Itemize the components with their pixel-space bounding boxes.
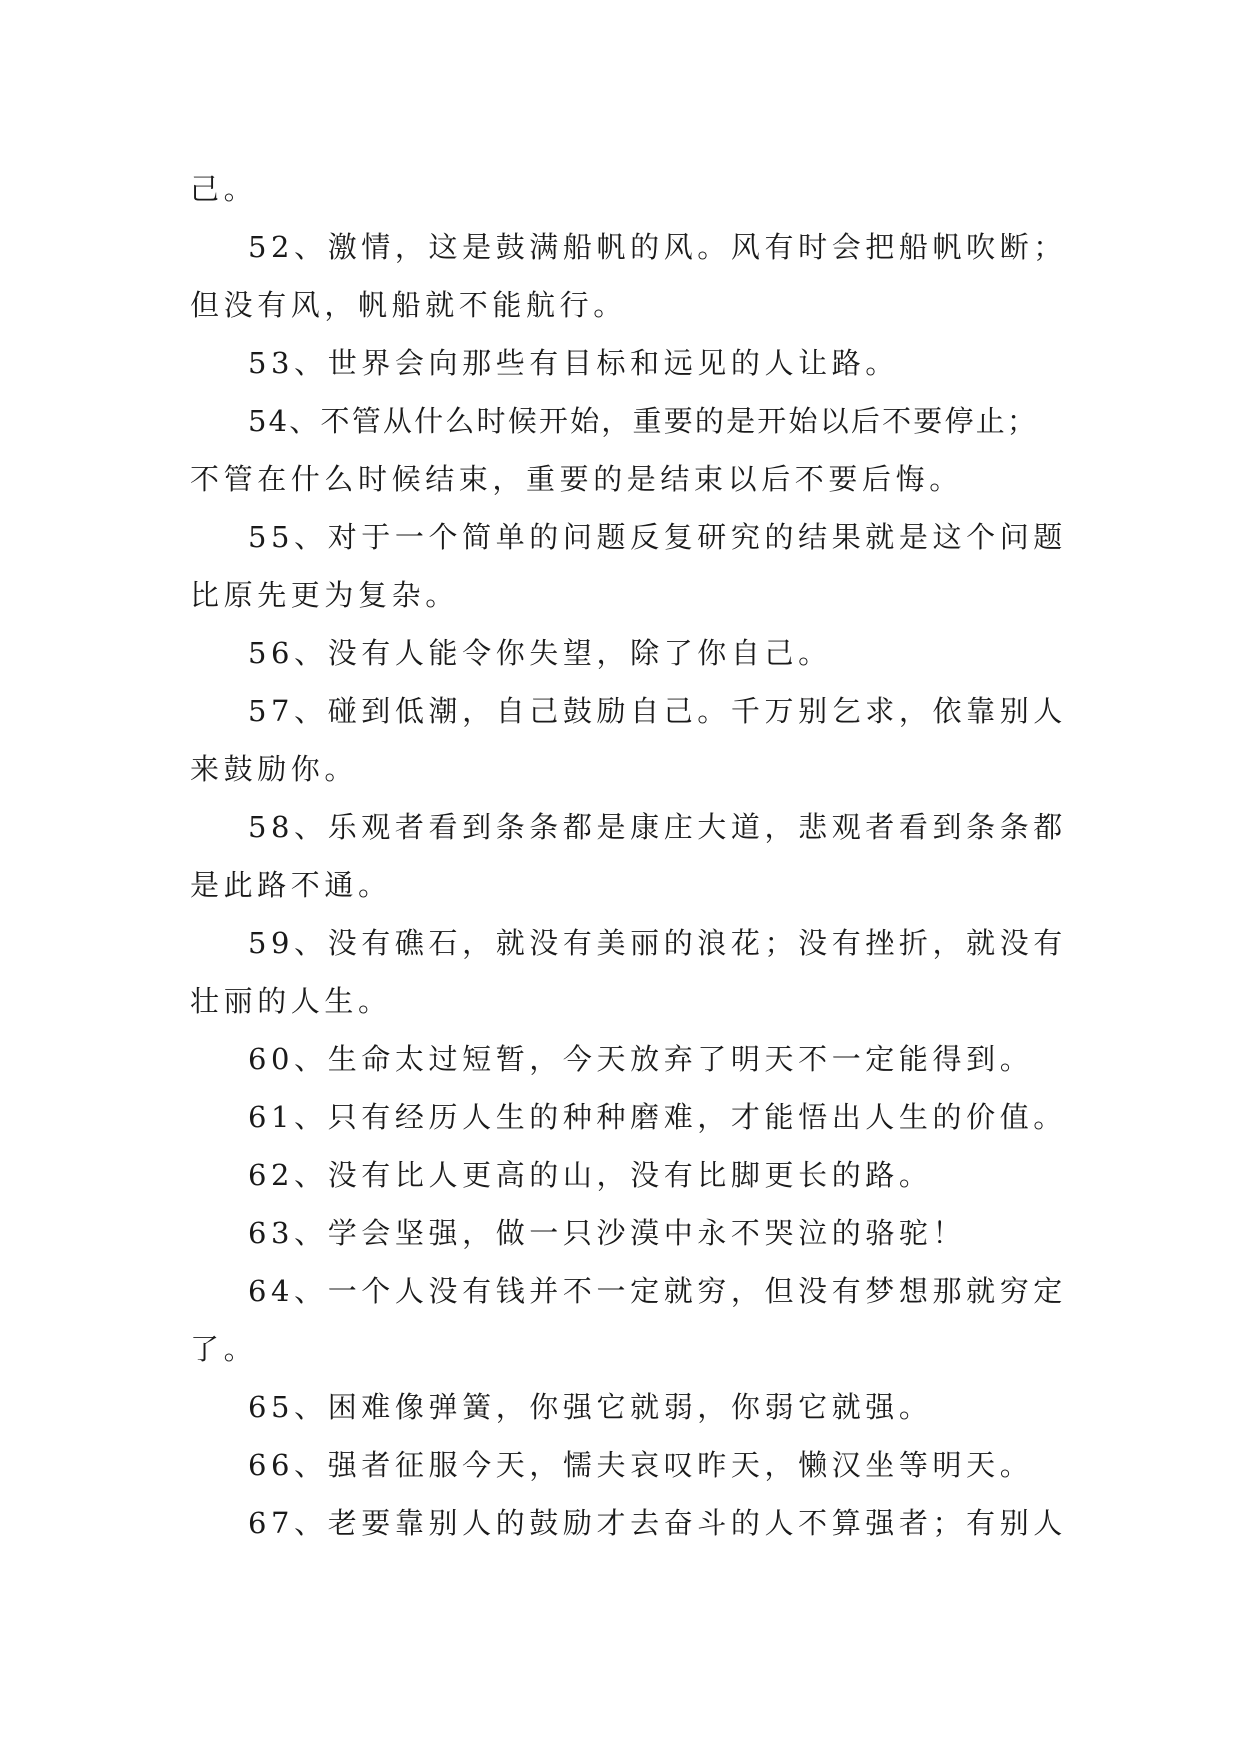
document-body [190,160,1067,1552]
quote-63 [190,1204,1050,1262]
quote-58 [190,798,1067,914]
text-line: 不管在什么时候结束，重要的是结束以后不要后悔。 [190,462,963,496]
text-line: 己。 [190,172,258,206]
text-line: 56、没有人能令你失望，除了你自己。 [248,636,832,670]
quote-61 [190,1088,1067,1146]
quote-66 [190,1436,1050,1494]
quote-53 [190,334,1050,392]
text-line: 65、困难像弹簧，你强它就弱，你弱它就强。 [248,1390,933,1424]
text-line: 66、强者征服今天，懦夫哀叹昨天，懒汉坐等明天。 [248,1448,1034,1482]
text-line: 壮丽的人生。 [190,984,392,1018]
text-line: 54、不管从什么时候开始，重要的是开始以后不要停止； [248,404,1039,438]
text-line: 57、碰到低潮，自己鼓励自己。千万别乞求，依靠别人 [248,694,1067,728]
paragraph-continuation [190,160,1050,218]
text-line: 53、世界会向那些有目标和远见的人让路。 [248,346,899,380]
text-line: 是此路不通。 [190,868,392,902]
text-line: 63、学会坚强，做一只沙漠中永不哭泣的骆驼！ [248,1216,967,1250]
quote-65 [190,1378,1050,1436]
text-line: 来鼓励你。 [190,752,359,786]
quote-67 [190,1494,1067,1552]
text-line: 了。 [190,1332,258,1366]
quote-60 [190,1030,1050,1088]
quote-56 [190,624,1050,682]
quote-64 [190,1262,1067,1378]
quote-55 [190,508,1067,624]
quote-52 [190,218,1067,334]
text-line: 59、没有礁石，就没有美丽的浪花；没有挫折，就没有 [248,926,1067,960]
text-line: 52、激情，这是鼓满船帆的风。风有时会把船帆吹断； [248,230,1067,264]
quote-62 [190,1146,1050,1204]
text-line: 61、只有经历人生的种种磨难，才能悟出人生的价值。 [248,1100,1067,1134]
text-line: 67、老要靠别人的鼓励才去奋斗的人不算强者；有别人 [248,1506,1067,1540]
text-line: 62、没有比人更高的山，没有比脚更长的路。 [248,1158,933,1192]
text-line: 58、乐观者看到条条都是康庄大道，悲观者看到条条都 [248,810,1067,844]
text-line: 60、生命太过短暂，今天放弃了明天不一定能得到。 [248,1042,1034,1076]
quote-57 [190,682,1067,798]
quote-59 [190,914,1067,1030]
text-line: 55、对于一个简单的问题反复研究的结果就是这个问题 [248,520,1067,554]
text-line: 64、一个人没有钱并不一定就穷，但没有梦想那就穷定 [248,1274,1067,1308]
quote-54 [190,392,1050,508]
text-line: 但没有风，帆船就不能航行。 [190,288,627,322]
text-line: 比原先更为复杂。 [190,578,459,612]
